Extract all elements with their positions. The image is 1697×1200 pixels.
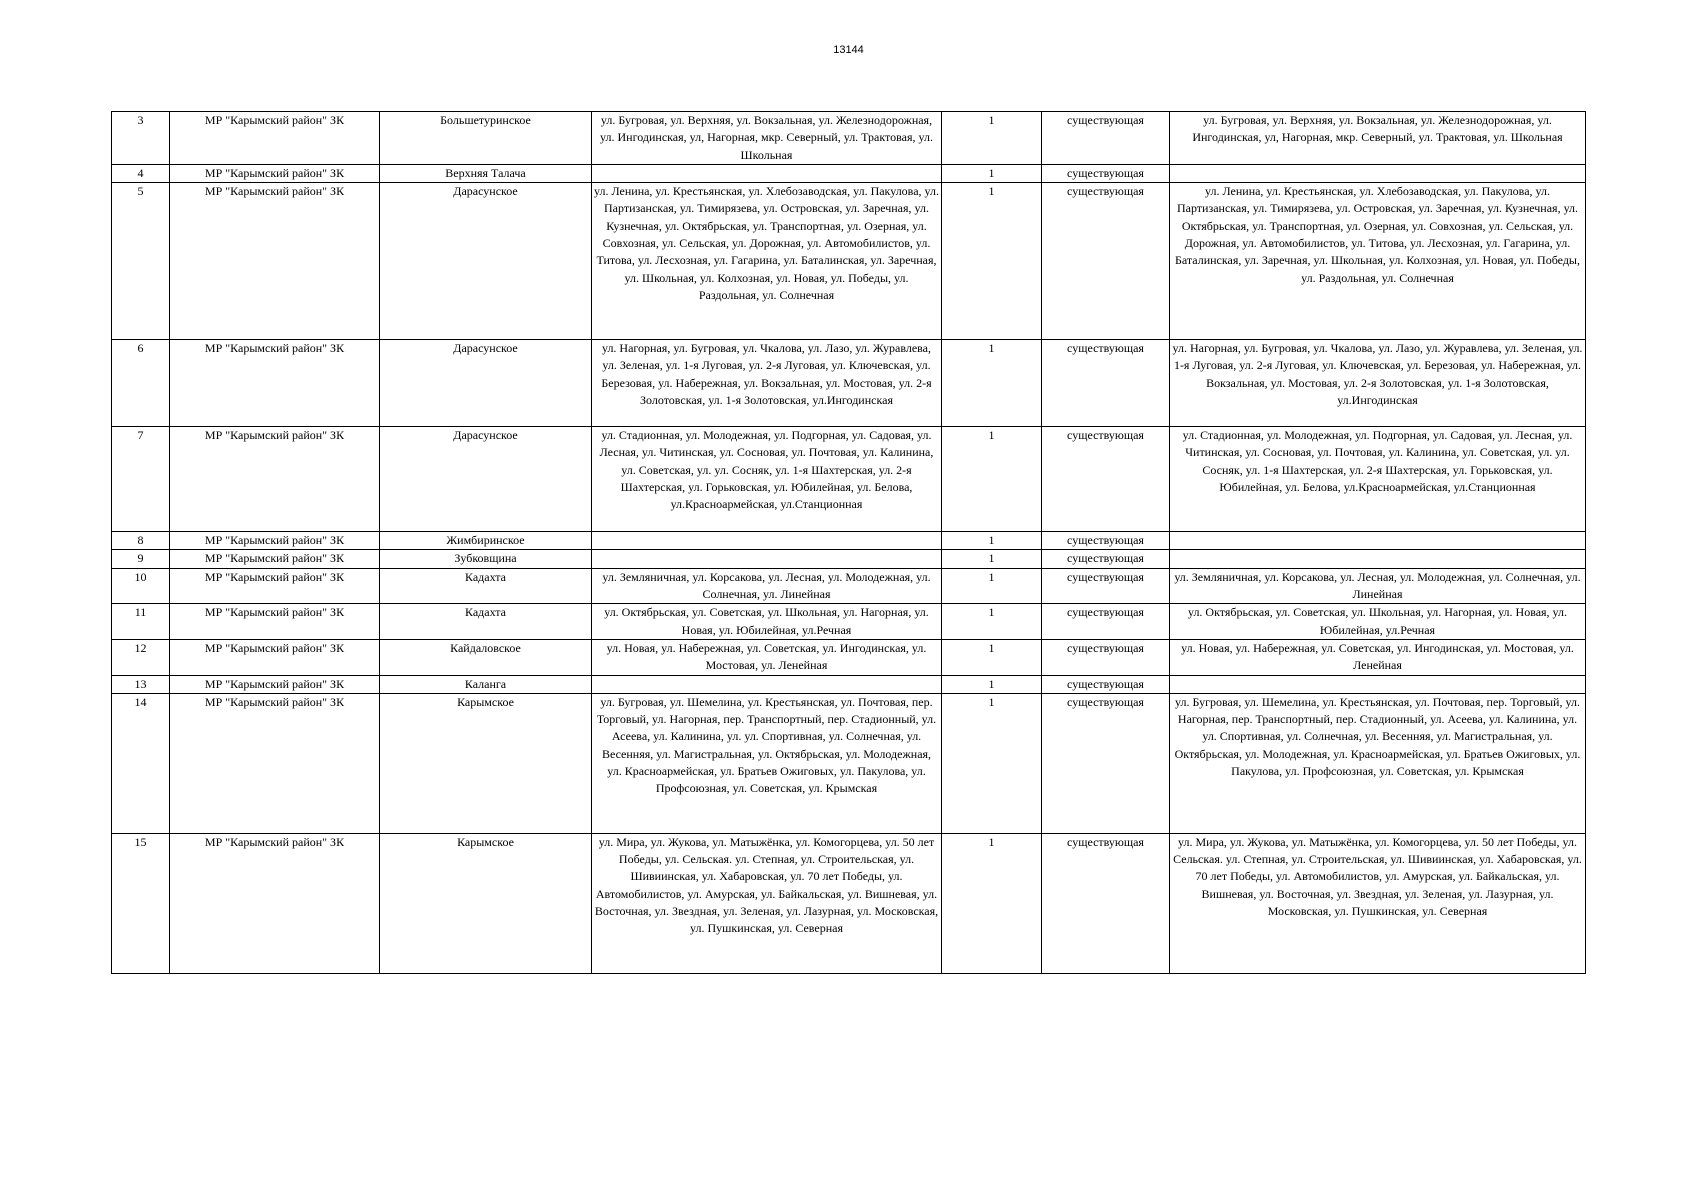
municipality-cell: МР "Карымский район" ЗК (170, 693, 380, 833)
row-number: 4 (112, 164, 170, 182)
row-number: 13 (112, 675, 170, 693)
table-row (112, 639, 1586, 675)
streets-result-cell: ул. Ленина, ул. Крестьянская, ул. Хлебозаводская, ул. Пакулова, ул. Партизанская, ул. Тимирязева, ул. Островская, ул. Заречная, ул. Кузнечная, ул. Октябрьская, ул. Транспортная, ул. Озерная, ул. Совхозная, ул. Сельская, ул. Дорожная, ул. Автомобилистов, ул. Титова, ул. Лесхозная, ул. Гагарина, ул. Баталинская, ул. Заречная, ул. Школьная, ул. Колхозная, ул. Новая, ул. Победы, ул. Раздольная, ул. Солнечная (1170, 183, 1586, 340)
streets-result-cell: ул. Земляничная, ул. Корсакова, ул. Лесная, ул. Молодежная, ул. Солнечная, ул. Линейная (1170, 568, 1586, 604)
table-row (112, 532, 1586, 550)
row-number: 6 (112, 340, 170, 427)
settlement-cell: Верхняя Талача (380, 164, 592, 182)
status-cell: существующая (1042, 183, 1170, 340)
row-number: 10 (112, 568, 170, 604)
count-cell: 1 (942, 427, 1042, 532)
status-cell: существующая (1042, 693, 1170, 833)
settlement-cell: Дарасунское (380, 427, 592, 532)
count-cell: 1 (942, 164, 1042, 182)
streets-result-cell (1170, 550, 1586, 568)
streets-result-cell: ул. Бугровая, ул. Верхняя, ул. Вокзальная, ул. Железнодорожная, ул. Ингодинская, ул, Нагорная, мкр. Северный, ул. Трактовая, ул. Школьная (1170, 112, 1586, 165)
municipality-cell: МР "Карымский район" ЗК (170, 427, 380, 532)
table-row (112, 340, 1586, 427)
page-number: 13144 (833, 44, 864, 56)
status-cell: существующая (1042, 340, 1170, 427)
settlement-cell: Карымское (380, 693, 592, 833)
count-cell: 1 (942, 833, 1042, 973)
table-row (112, 568, 1586, 604)
row-number: 3 (112, 112, 170, 165)
streets-cell (592, 550, 942, 568)
streets-result-cell: ул. Октябрьская, ул. Советская, ул. Школьная, ул. Нагорная, ул. Новая, ул. Юбилейная, ул.Речная (1170, 604, 1586, 640)
status-cell: существующая (1042, 604, 1170, 640)
count-cell: 1 (942, 340, 1042, 427)
table-row (112, 693, 1586, 833)
row-number: 12 (112, 639, 170, 675)
municipality-cell: МР "Карымский район" ЗК (170, 340, 380, 427)
count-cell: 1 (942, 639, 1042, 675)
settlement-cell: Карымское (380, 833, 592, 973)
settlement-cell: Дарасунское (380, 340, 592, 427)
streets-result-cell: ул. Мира, ул. Жукова, ул. Матыжёнка, ул. Комогорцева, ул. 50 лет Победы, ул. Сельская. ул. Степная, ул. Строительская, ул. Шивиинская, ул. Хабаровская, ул. 70 лет Победы, ул. Автомобилистов, ул. Амурская, ул. Байкальская, ул. Вишневая, ул. Восточная, ул. Звездная, ул. Зеленая, ул. Лазурная, ул. Московская, ул. Пушкинская, ул. Северная (1170, 833, 1586, 973)
settlement-cell: Каланга (380, 675, 592, 693)
settlement-cell: Большетуринское (380, 112, 592, 165)
streets-result-cell: ул. Нагорная, ул. Бугровая, ул. Чкалова, ул. Лазо, ул. Журавлева, ул. Зеленая, ул. 1-я Луговая, ул. 2-я Луговая, ул. Ключевская, ул. Березовая, ул. Набережная, ул. Вокзальная, ул. Мостовая, ул. 2-я Золотовская, ул. 1-я Золотовская, ул.Ингодинская (1170, 340, 1586, 427)
streets-cell: ул. Ленина, ул. Крестьянская, ул. Хлебозаводская, ул. Пакулова, ул. Партизанская, ул. Тимирязева, ул. Островская, ул. Заречная, ул. Кузнечная, ул. Октябрьская, ул. Транспортная, ул. Озерная, ул. Совхозная, ул. Сельская, ул. Дорожная, ул. Автомобилистов, ул. Титова, ул. Лесхозная, ул. Гагарина, ул. Баталинская, ул. Заречная, ул. Школьная, ул. Колхозная, ул. Новая, ул. Победы, ул. Раздольная, ул. Солнечная (592, 183, 942, 340)
status-cell: существующая (1042, 833, 1170, 973)
table-row (112, 112, 1586, 165)
row-number: 8 (112, 532, 170, 550)
table-row (112, 604, 1586, 640)
streets-result-cell: ул. Стадионная, ул. Молодежная, ул. Подгорная, ул. Садовая, ул. Лесная, ул. Читинская, ул. Сосновая, ул. Почтовая, ул. Калинина, ул. Советская, ул. ул. Сосняк, ул. 1-я Шахтерская, ул. 2-я Шахтерская, ул. Горьковская, ул. Юбилейная, ул. Белова, ул.Красноармейская, ул.Станционная (1170, 427, 1586, 532)
streets-table (111, 111, 1586, 974)
row-number: 7 (112, 427, 170, 532)
streets-cell: ул. Стадионная, ул. Молодежная, ул. Подгорная, ул. Садовая, ул. Лесная, ул. Читинская, ул. Сосновая, ул. Почтовая, ул. Калинина, ул. Советская, ул. ул. Сосняк, ул. 1-я Шахтерская, ул. 2-я Шахтерская, ул. Горьковская, ул. Юбилейная, ул. Белова, ул.Красноармейская, ул.Станционная (592, 427, 942, 532)
streets-cell (592, 532, 942, 550)
municipality-cell: МР "Карымский район" ЗК (170, 639, 380, 675)
settlement-cell: Зубковщина (380, 550, 592, 568)
row-number: 14 (112, 693, 170, 833)
table-row (112, 427, 1586, 532)
table-row (112, 183, 1586, 340)
streets-cell: ул. Земляничная, ул. Корсакова, ул. Лесная, ул. Молодежная, ул. Солнечная, ул. Линейная (592, 568, 942, 604)
streets-result-cell (1170, 532, 1586, 550)
municipality-cell: МР "Карымский район" ЗК (170, 604, 380, 640)
count-cell: 1 (942, 183, 1042, 340)
status-cell: существующая (1042, 112, 1170, 165)
streets-cell: ул. Мира, ул. Жукова, ул. Матыжёнка, ул. Комогорцева, ул. 50 лет Победы, ул. Сельская. ул. Степная, ул. Строительская, ул. Шивиинская, ул. Хабаровская, ул. 70 лет Победы, ул. Автомобилистов, ул. Амурская, ул. Байкальская, ул. Вишневая, ул. Восточная, ул. Звездная, ул. Зеленая, ул. Лазурная, ул. Московская, ул. Пушкинская, ул. Северная (592, 833, 942, 973)
municipality-cell: МР "Карымский район" ЗК (170, 532, 380, 550)
settlement-cell: Кадахта (380, 604, 592, 640)
status-cell: существующая (1042, 164, 1170, 182)
settlement-cell: Кайдаловское (380, 639, 592, 675)
municipality-cell: МР "Карымский район" ЗК (170, 112, 380, 165)
count-cell: 1 (942, 550, 1042, 568)
streets-cell: ул. Новая, ул. Набережная, ул. Советская, ул. Ингодинская, ул. Мостовая, ул. Ленейная (592, 639, 942, 675)
settlement-cell: Дарасунское (380, 183, 592, 340)
table-row (112, 675, 1586, 693)
row-number: 11 (112, 604, 170, 640)
municipality-cell: МР "Карымский район" ЗК (170, 164, 380, 182)
status-cell: существующая (1042, 639, 1170, 675)
count-cell: 1 (942, 604, 1042, 640)
streets-cell (592, 164, 942, 182)
count-cell: 1 (942, 693, 1042, 833)
count-cell: 1 (942, 675, 1042, 693)
streets-result-cell: ул. Бугровая, ул. Шемелина, ул. Крестьянская, ул. Почтовая, пер. Торговый, ул. Нагорная, пер. Транспортный, пер. Стадионный, ул. Асеева, ул. Калинина, ул. ул. Спортивная, ул. Солнечная, ул. Весенняя, ул. Магистральная, ул. Октябрьская, ул. Молодежная, ул. Красноармейская, ул. Братьев Ожиговых, ул. Пакулова, ул. Профсоюзная, ул. Советская, ул. Крымская (1170, 693, 1586, 833)
status-cell: существующая (1042, 427, 1170, 532)
row-number: 9 (112, 550, 170, 568)
table-row (112, 550, 1586, 568)
settlement-cell: Кадахта (380, 568, 592, 604)
streets-result-cell: ул. Новая, ул. Набережная, ул. Советская, ул. Ингодинская, ул. Мостовая, ул. Ленейная (1170, 639, 1586, 675)
municipality-cell: МР "Карымский район" ЗК (170, 550, 380, 568)
count-cell: 1 (942, 532, 1042, 550)
status-cell: существующая (1042, 550, 1170, 568)
municipality-cell: МР "Карымский район" ЗК (170, 675, 380, 693)
table-row (112, 833, 1586, 973)
count-cell: 1 (942, 112, 1042, 165)
row-number: 15 (112, 833, 170, 973)
status-cell: существующая (1042, 675, 1170, 693)
municipality-cell: МР "Карымский район" ЗК (170, 833, 380, 973)
streets-cell (592, 675, 942, 693)
municipality-cell: МР "Карымский район" ЗК (170, 183, 380, 340)
status-cell: существующая (1042, 532, 1170, 550)
streets-cell: ул. Нагорная, ул. Бугровая, ул. Чкалова, ул. Лазо, ул. Журавлева, ул. Зеленая, ул. 1-я Луговая, ул. 2-я Луговая, ул. Ключевская, ул. Березовая, ул. Набережная, ул. Вокзальная, ул. Мостовая, ул. 2-я Золотовская, ул. 1-я Золотовская, ул.Ингодинская (592, 340, 942, 427)
streets-cell: ул. Бугровая, ул. Шемелина, ул. Крестьянская, ул. Почтовая, пер. Торговый, ул. Нагорная, пер. Транспортный, пер. Стадионный, ул. Асеева, ул. Калинина, ул. ул. Спортивная, ул. Солнечная, ул. Весенняя, ул. Магистральная, ул. Октябрьская, ул. Молодежная, ул. Красноармейская, ул. Братьев Ожиговых, ул. Пакулова, ул. Профсоюзная, ул. Советская, ул. Крымская (592, 693, 942, 833)
count-cell: 1 (942, 568, 1042, 604)
row-number: 5 (112, 183, 170, 340)
settlement-cell: Жимбиринское (380, 532, 592, 550)
streets-cell: ул. Бугровая, ул. Верхняя, ул. Вокзальная, ул. Железнодорожная, ул. Ингодинская, ул, Нагорная, мкр. Северный, ул. Трактовая, ул. Школьная (592, 112, 942, 165)
status-cell: существующая (1042, 568, 1170, 604)
streets-result-cell (1170, 675, 1586, 693)
table-row (112, 164, 1586, 182)
streets-result-cell (1170, 164, 1586, 182)
streets-cell: ул. Октябрьская, ул. Советская, ул. Школьная, ул. Нагорная, ул. Новая, ул. Юбилейная, ул.Речная (592, 604, 942, 640)
municipality-cell: МР "Карымский район" ЗК (170, 568, 380, 604)
